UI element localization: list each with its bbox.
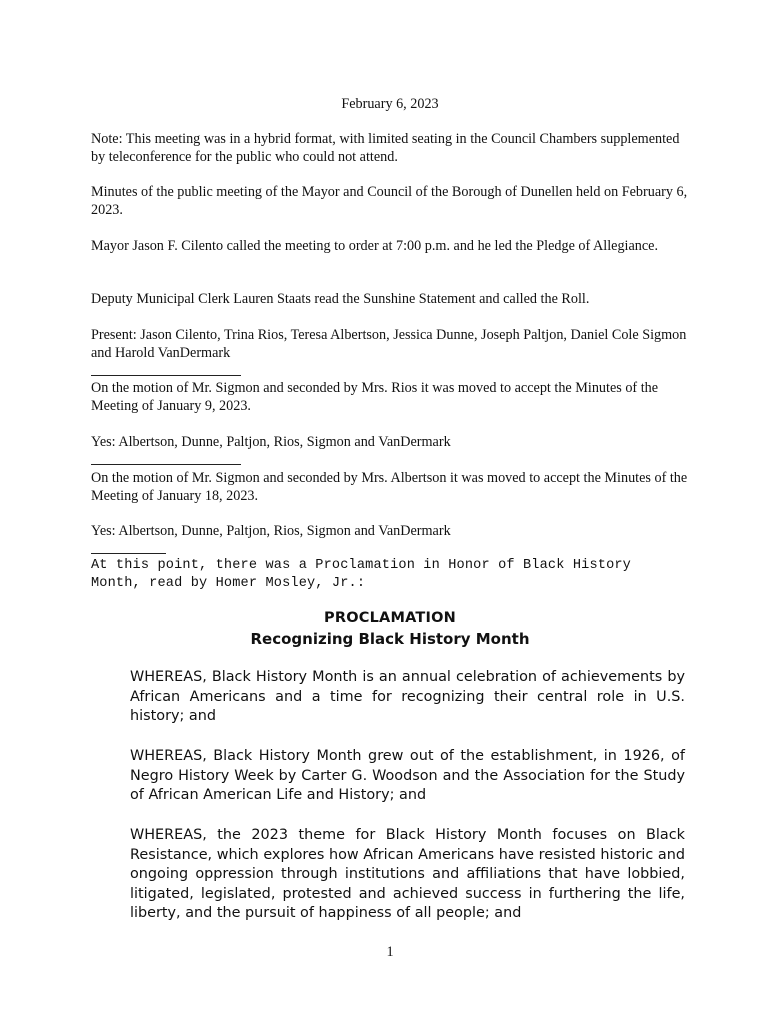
proclamation-title: PROCLAMATION (324, 610, 456, 626)
sunshine-statement: Deputy Municipal Clerk Lauren Staats read the Sunshine Statement and called the Roll. (91, 291, 590, 307)
meeting-date: February 6, 2023 (341, 96, 439, 112)
separator-line (91, 375, 241, 376)
proclamation-subtitle: Recognizing Black History Month (250, 630, 530, 648)
motion-minutes-jan-9: On the motion of Mr. Sigmon and seconded by Mrs. Rios it was moved to accept the Minutes of the Meeting of January 9, 2023. (91, 380, 659, 414)
proclamation-intro-line-1: At this point, there was a Proclamation in Honor of Black History (91, 558, 631, 573)
whereas-clause-2: WHEREAS, Black History Month grew out of the establishment, in 1926, of Negro History Week by Carter G. Woodson and the Association for the Study of African American Life and History; and (130, 748, 685, 803)
page-number: 1 (386, 944, 394, 960)
roll-present: Present: Jason Cilento, Trina Rios, Teresa Albertson, Jessica Dunne, Joseph Paltjon, Daniel Cole Sigmon and Harold VanDermark (91, 327, 687, 361)
motion-minutes-jan-18: On the motion of Mr. Sigmon and seconded by Mrs. Albertson it was moved to accept the Minutes of the Meeting of January 18, 2023. (91, 470, 688, 504)
whereas-clause-3: WHEREAS, the 2023 theme for Black History Month focuses on Black Resistance, which explores how African Americans have resisted historic and ongoing oppression through institutions and affiliations that have lobbied, litigated, legislated, protested and achieved success in furthering the life, liberty, and the pursuit of happiness of all people; and (130, 827, 685, 921)
proclamation-intro-line-2: Month, read by Homer Mosley, Jr.: (91, 576, 366, 591)
meeting-format-note: Note: This meeting was in a hybrid format, with limited seating in the Council Chambers supplemented by teleconference for the public who could not attend. (91, 131, 680, 165)
minutes-intro: Minutes of the public meeting of the Mayor and Council of the Borough of Dunellen held on February 6, 2023. (91, 184, 688, 218)
separator-line (91, 553, 166, 554)
vote-result-2: Yes: Albertson, Dunne, Paltjon, Rios, Sigmon and VanDermark (91, 523, 451, 539)
call-to-order: Mayor Jason F. Cilento called the meeting to order at 7:00 p.m. and he led the Pledge of Allegiance. (91, 238, 659, 254)
whereas-clause-1: WHEREAS, Black History Month is an annual celebration of achievements by African Americans and a time for recognizing their central role in U.S. history; and (130, 669, 685, 724)
vote-result-1: Yes: Albertson, Dunne, Paltjon, Rios, Sigmon and VanDermark (91, 434, 451, 450)
separator-line (91, 464, 241, 465)
